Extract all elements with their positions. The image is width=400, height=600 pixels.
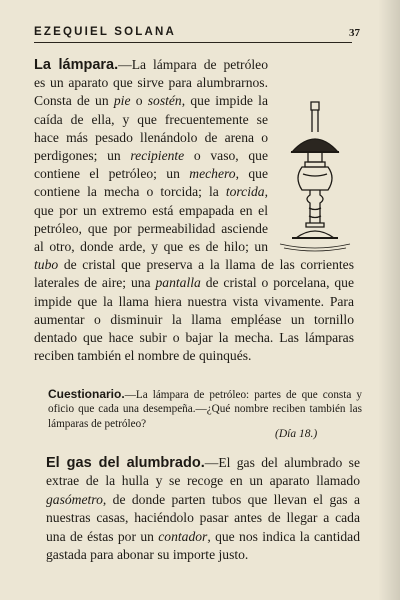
page-header: [34, 20, 360, 43]
section-lampara: [34, 56, 354, 365]
text-run: de cristal que preserva a la llama de las corrientes laterales de aire; una: [34, 257, 354, 291]
term-mechero: mechero: [189, 166, 236, 182]
oil-lamp-icon: [272, 100, 358, 254]
text-run: , que nos indica la cantidad gastada para abonar su importe justo.: [46, 528, 360, 563]
text-run: , de donde parten tubos que llevan el gas a nuestras casas, haciéndolo pasar antes de llegar a cada una de éstas por un: [46, 491, 360, 544]
day-marker: (Día 18.): [275, 428, 318, 440]
running-head: EZEQUIEL SOLANA: [34, 26, 177, 38]
section-gas-alumbrado: [46, 454, 360, 564]
text-run: de cristal o porcelana, que impide que la llama hiera nuestra vista vivamente. Para aumentar o disminuir la llama empléase un tornillo dentado que hace subir o bajar la mecha. Las lámparas reciben también el nombre de quinqués.: [34, 275, 354, 364]
term-pantalla: pantalla: [155, 275, 201, 291]
text-run: o vaso, que contiene el petróleo; un: [34, 148, 268, 182]
term-contador: contador: [158, 528, 208, 544]
text-run: , que por un extremo está empapada en el petróleo, que por permeabilidad asciende al otro, donde arde, y que es de hilo; un: [34, 184, 268, 255]
text-run: o: [130, 93, 148, 109]
page-edge-shadow: [378, 0, 400, 600]
questionnaire-text: —La lámpara de petróleo: partes de que consta y oficio que cada una desempeña.—¿Qué nombre reciben también las lámparas de petróleo?: [48, 389, 362, 430]
section-title: El gas del alumbrado.: [46, 455, 205, 471]
term-torcida: torcida: [225, 184, 265, 200]
text-run: , que contiene la mecha o torcida; la: [34, 166, 268, 200]
term-tubo: tubo: [34, 257, 59, 273]
section-title: La lámpara.: [34, 57, 119, 73]
oil-lamp-illustration: [272, 100, 358, 254]
questionnaire: [48, 387, 362, 431]
term-recipiente: recipiente: [130, 148, 185, 164]
term-gasometro: gasómetro: [46, 491, 103, 507]
questionnaire-label: Cuestionario.: [48, 387, 125, 401]
text-run: —La lámpara de petróleo es un aparato que sirve para alumbrarnos. Consta de un: [34, 57, 268, 109]
page-number: 37: [349, 27, 360, 39]
text-run: , que impide la caída de ella, y que frecuentemente se hace más pesado llenándolo de arena o perdigones; un: [34, 93, 268, 164]
term-sosten: sostén: [147, 93, 182, 109]
term-pie: pie: [113, 93, 131, 109]
text-run: —El gas del alumbrado se extrae de la hulla y se recoge en un aparato llamado: [46, 455, 360, 489]
